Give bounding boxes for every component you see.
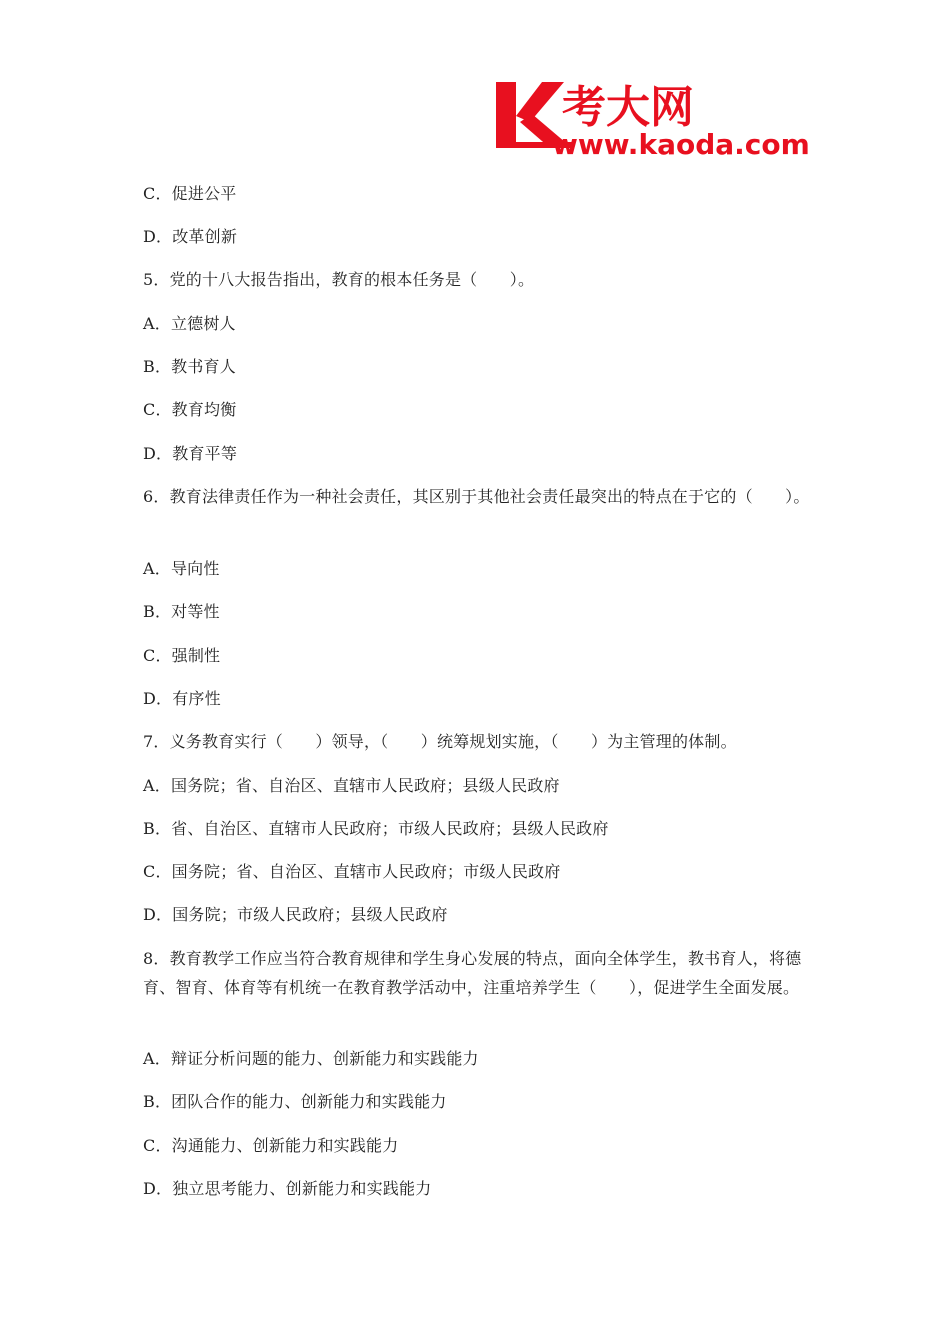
question-5: 5．党的十八大报告指出，教育的根本任务是（ ）。 [143, 270, 535, 289]
option-d-q7: D．国务院；市级人民政府；县级人民政府 [143, 905, 448, 924]
kaoda-logo-mark [492, 78, 810, 160]
option-b-q6: B．对等性 [143, 602, 220, 621]
option-d-q8: D．独立思考能力、创新能力和实践能力 [143, 1179, 432, 1198]
option-c-q8: C．沟通能力、创新能力和实践能力 [143, 1136, 399, 1155]
kaoda-logo [492, 78, 810, 160]
option-d-q6: D．有序性 [143, 689, 221, 708]
option-c-q5: C．教育均衡 [143, 400, 237, 419]
question-6: 6．教育法律责任作为一种社会责任，其区别于其他社会责任最突出的特点在于它的（ ）。 [143, 487, 810, 506]
option-a-q6: A．导向性 [143, 559, 220, 578]
option-b-q5: B．教书育人 [143, 357, 236, 376]
question-7: 7．义务教育实行（ ）领导，（ ）统筹规划实施，（ ）为主管理的体制。 [143, 732, 737, 751]
option-b-q7: B．省、自治区、直辖市人民政府；市级人民政府；县级人民政府 [143, 819, 609, 838]
option-b-q8: B．团队合作的能力、创新能力和实践能力 [143, 1092, 447, 1111]
option-a-q8: A．辩证分析问题的能力、创新能力和实践能力 [143, 1049, 479, 1068]
option-c-q4: C．促进公平 [143, 184, 237, 203]
option-c-q6: C．强制性 [143, 646, 221, 665]
svg-text:www.kaoda.com: www.kaoda.com [552, 128, 810, 160]
option-a-q5: A．立德树人 [143, 314, 236, 333]
option-d-q5: D．教育平等 [143, 444, 238, 463]
option-d-q4: D．改革创新 [143, 227, 238, 246]
question-8: 8．教育教学工作应当符合教育规律和学生身心发展的特点，面向全体学生，教书育人，将德育、智育、体育等有机统一在教育教学活动中，注重培养学生（ ），促进学生全面发展。 [143, 949, 802, 997]
option-a-q7: A．国务院；省、自治区、直辖市人民政府；县级人民政府 [143, 776, 560, 795]
option-c-q7: C．国务院；省、自治区、直辖市人民政府；市级人民政府 [143, 862, 561, 881]
svg-text:考大网: 考大网 [562, 82, 694, 133]
